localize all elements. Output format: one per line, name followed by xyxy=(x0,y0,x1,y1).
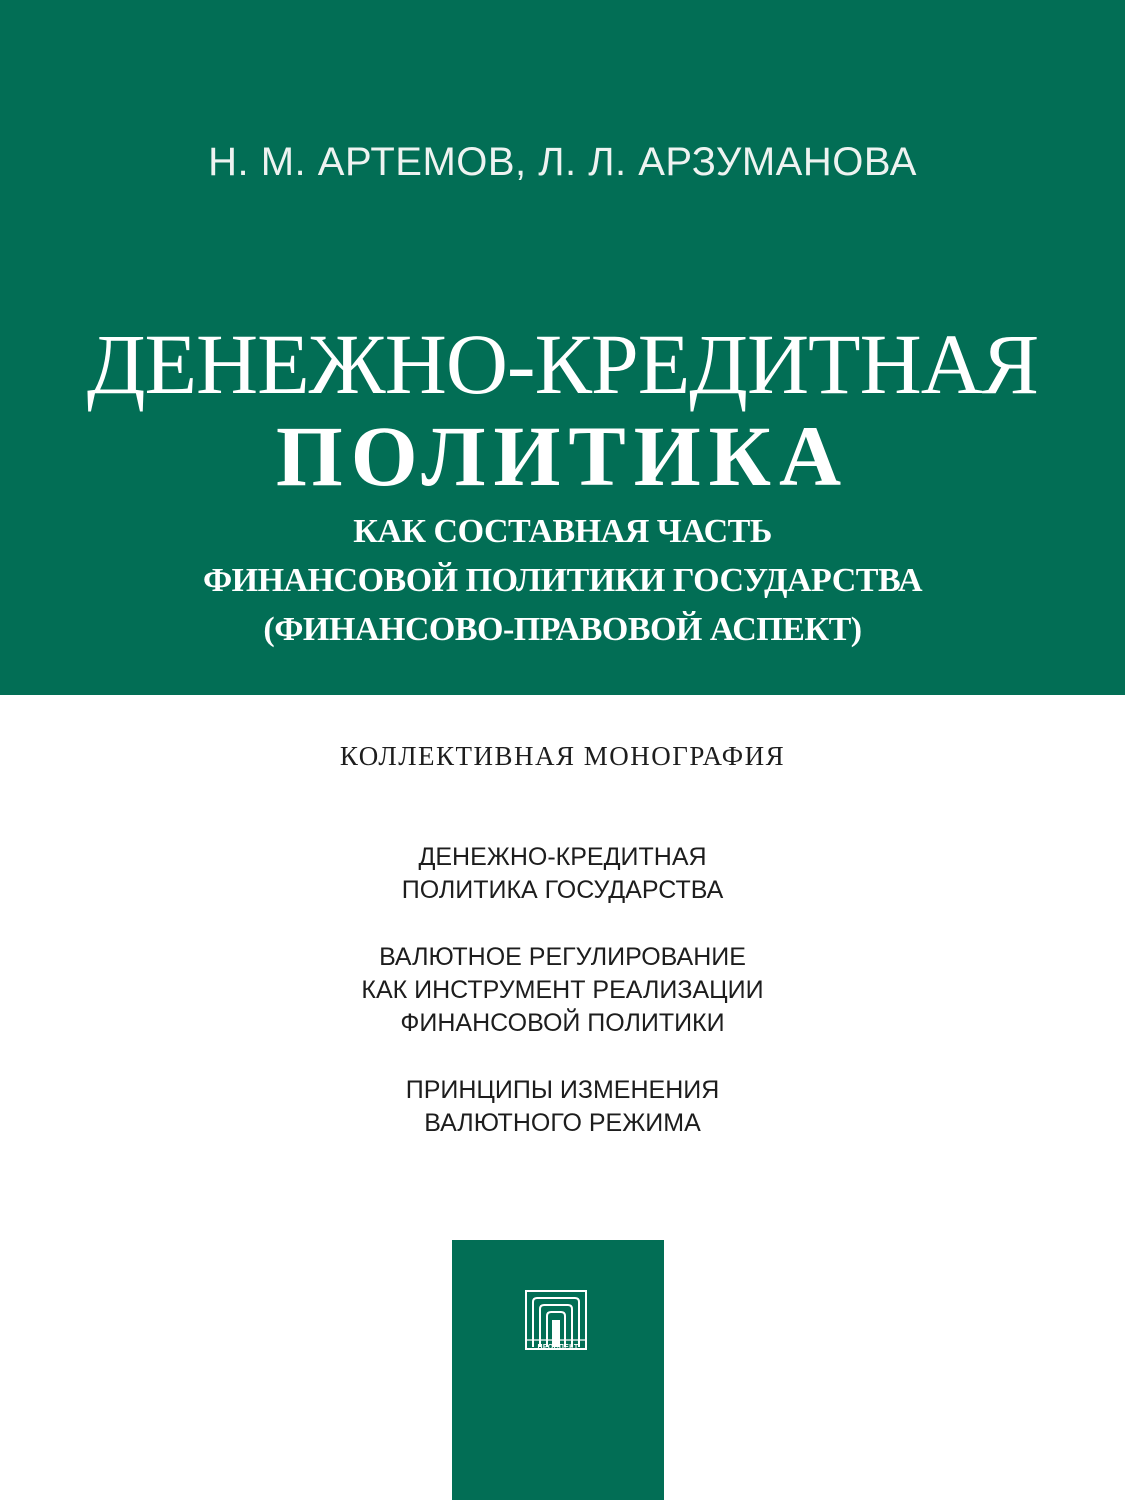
subtitle-line-3: (ФИНАНСОВО-ПРАВОВОЙ АСПЕКТ) xyxy=(263,611,862,648)
publisher-logo-text: ПРОСПЕКТ xyxy=(537,1344,579,1351)
topic-line: ФИНАНСОВОЙ ПОЛИТИКИ xyxy=(400,1009,725,1037)
authors: Н. М. АРТЕМОВ, Л. Л. АРЗУМАНОВА xyxy=(208,140,917,184)
topic-line: ПОЛИТИКА ГОСУДАРСТВА xyxy=(401,876,724,904)
topic-line: ПРИНЦИПЫ ИЗМЕНЕНИЯ xyxy=(405,1076,720,1104)
topic-block-1 xyxy=(0,841,1125,907)
title-line-1: ДЕНЕЖНО-КРЕДИТНАЯ xyxy=(86,316,1039,412)
topic-block-2 xyxy=(0,941,1125,1040)
topic-block-3 xyxy=(0,1074,1125,1140)
title-line-2: ПОЛИТИКА xyxy=(275,408,850,504)
subtitle-line-1: КАК СОСТАВНАЯ ЧАСТЬ xyxy=(353,513,772,550)
subtitle-line-2: ФИНАНСОВОЙ ПОЛИТИКИ ГОСУДАРСТВА xyxy=(202,562,923,599)
genre-label: КОЛЛЕКТИВНАЯ МОНОГРАФИЯ xyxy=(339,741,786,771)
topic-line: ДЕНЕЖНО-КРЕДИТНАЯ xyxy=(418,843,707,871)
topic-line: ВАЛЮТНОЕ РЕГУЛИРОВАНИЕ xyxy=(379,943,746,971)
topic-line: КАК ИНСТРУМЕНТ РЕАЛИЗАЦИИ xyxy=(361,976,764,1004)
topic-line: ВАЛЮТНОГО РЕЖИМА xyxy=(424,1109,701,1137)
publisher-block xyxy=(452,1240,664,1500)
